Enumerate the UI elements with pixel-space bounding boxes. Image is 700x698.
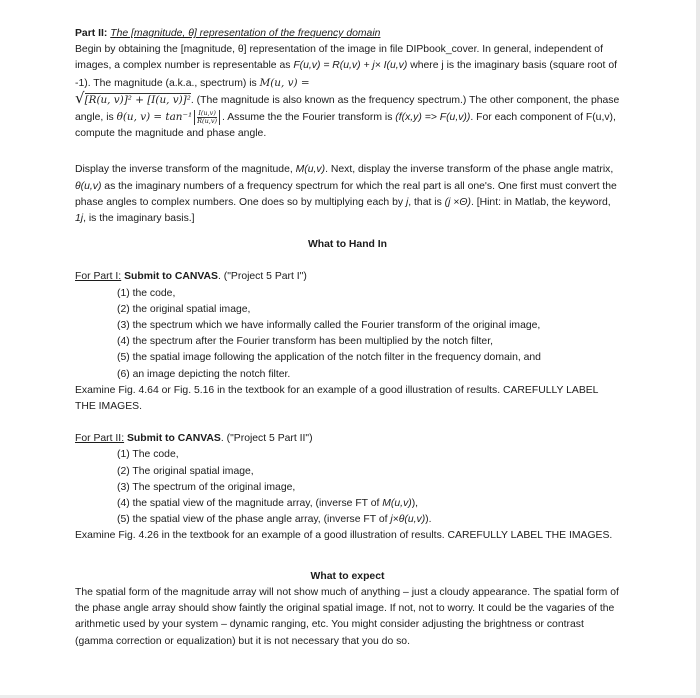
inline-math: j×θ(u,v) — [390, 514, 426, 526]
list-item: (5) the spatial image following the application of the notch filter in the frequency domain, and — [117, 352, 541, 364]
formula-phase: θ(u, v) = tan⁻¹ — [116, 111, 193, 124]
part2-paragraph-1 — [75, 42, 620, 142]
part1-label: For Part I: — [75, 271, 122, 283]
sqrt-sign-icon: √ — [75, 88, 85, 107]
list-item — [117, 496, 620, 512]
formula-magnitude: M(u, v) = — [259, 76, 310, 89]
text-run: . Assume the the Fourier transform is — [222, 112, 396, 124]
list-item — [117, 512, 620, 528]
hand-in-part2-heading — [75, 431, 620, 447]
submit-label: Submit to CANVAS — [124, 433, 221, 445]
text-run: , that is — [408, 196, 445, 208]
part1-note: Examine Fig. 4.64 or Fig. 5.16 in the textbook for an example of a good illustration of results. CAREFULLY LABEL THE IMAGES. — [75, 384, 599, 413]
text-run: Display the inverse transform of the magnitude, — [75, 164, 296, 176]
inline-math: j — [405, 196, 409, 208]
text-run: . ("Project 5 Part I") — [218, 271, 307, 283]
text-run: ). — [425, 514, 432, 526]
hand-in-part1-heading — [75, 269, 620, 285]
text-run: . ("Project 5 Part II") — [220, 433, 313, 445]
text-run: where j is the imaginary basis (square root of -1). The magnitude (a.k.a., spectrum) is — [75, 60, 617, 89]
part2-label: For Part II: — [75, 433, 125, 445]
inline-math: θ(u,v) — [75, 180, 102, 192]
formula-fourier: (f(x,y) => F(u,v)) — [395, 112, 471, 124]
list-item: (1) The code, — [117, 449, 179, 461]
list-item: (2) the original spatial image, — [117, 303, 251, 315]
formula-sqrt-body: [R(u, v)]² + [I(u, v)]² — [84, 93, 191, 106]
text-run: . For each component of F(u,v), compute the magnitude and phase angle. — [75, 112, 616, 140]
list-item: (3) the spectrum which we have informally called the Fourier transform of the original image, — [117, 320, 541, 332]
inline-math: 1j — [75, 213, 84, 225]
part2-note: Examine Fig. 4.26 in the textbook for an example of a good illustration of results. CAREFULLY LABEL THE IMAGES. — [75, 530, 613, 542]
text-run: (4) the spatial view of the magnitude array, (inverse FT of — [117, 498, 383, 510]
formula-complex: F(u,v) = R(u,v) + j× I(u,v) — [293, 60, 408, 72]
list-item: (6) an image depicting the notch filter. — [117, 368, 291, 380]
phase-fraction — [194, 110, 220, 125]
text-run: . (The magnitude is also known as the frequency spectrum.) The other component, the phase angle, is — [75, 94, 620, 124]
inline-math: M(u,v) — [295, 164, 326, 176]
list-item: (1) the code, — [117, 287, 176, 299]
expect-heading: What to expect — [310, 570, 385, 582]
expect-paragraph: The spatial form of the magnitude array will not show much of anything – just a cloudy appearance. The spatial form of the phase angle array should show faintly the original spatial image. If not, not to worry. It could be the vagaries of the arithmetic used by your system – dynamic ranging, etc. You might consider adjusting the brightness or contrast (gamma correction or equalization) but it is not necessary that you do so. — [75, 586, 619, 647]
submit-label: Submit to CANVAS — [121, 271, 218, 283]
text-run: Begin by obtaining the [magnitude, θ] representation of the image in file DIPbook_cover. In general, independent of images, a complex number is representable as — [75, 44, 603, 72]
text-run: . [Hint: in Matlab, the keyword, — [470, 196, 611, 208]
part1-list — [75, 286, 620, 383]
fraction-numerator: I(u,v) — [198, 108, 216, 117]
hand-in-heading: What to Hand In — [307, 239, 388, 251]
inline-math: (j ×Θ) — [444, 196, 471, 208]
list-item: (2) The original spatial image, — [117, 465, 254, 477]
list-item: (4) the spectrum after the Fourier transform has been multiplied by the notch filter, — [117, 336, 493, 348]
inline-math: M(u,v) — [382, 498, 412, 510]
text-run: . Next, display the inverse transform of the phase angle matrix, — [325, 164, 614, 176]
page-edge-shadow — [696, 0, 700, 698]
fraction-denominator: R(u,v) — [197, 116, 218, 125]
part2-paragraph-2 — [75, 162, 620, 227]
list-item: (3) The spectrum of the original image, — [117, 481, 296, 493]
part2-heading — [75, 26, 620, 42]
part2-list — [75, 447, 620, 528]
text-run: ), — [411, 498, 419, 510]
text-run: as the imaginary numbers of a frequency spectrum for which the real part is all one's. One first must convert the phase angles to complex numbers. One does so by multiplying each by — [75, 180, 617, 208]
document-content — [75, 26, 620, 650]
text-run: , is the imaginary basis.] — [83, 213, 195, 225]
text-run: (5) the spatial view of the phase angle array, (inverse FT of — [117, 514, 391, 526]
part2-label: Part II: — [75, 28, 108, 39]
part2-title: The [magnitude, θ] representation of the frequency domain — [110, 28, 381, 39]
